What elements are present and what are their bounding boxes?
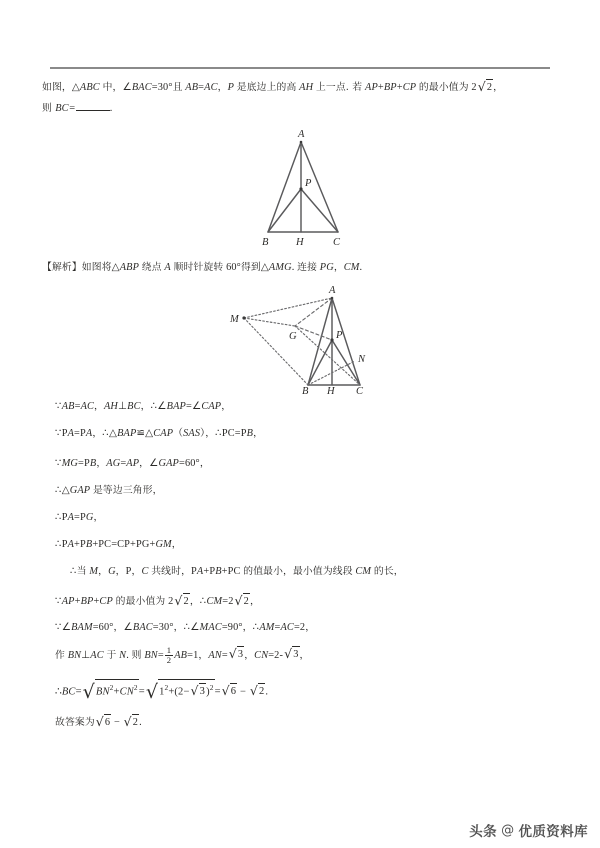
answer-blank[interactable] bbox=[76, 101, 110, 111]
figure2-label-A: A bbox=[329, 285, 336, 296]
question-line2-period: . bbox=[109, 103, 113, 114]
figure2-label-P: P bbox=[336, 330, 343, 341]
point-p-dot bbox=[299, 187, 302, 190]
figure1-label-H: H bbox=[296, 237, 304, 248]
point-a-dot-2 bbox=[331, 297, 334, 300]
figure2-label-M: M bbox=[230, 314, 239, 325]
proof-step-6: ∴PA+PB+PC=CP+PG+GM， bbox=[55, 538, 182, 550]
point-p-dot-2 bbox=[330, 338, 333, 341]
figure2-label-G: G bbox=[289, 331, 297, 342]
question-line2-var: BC= bbox=[55, 103, 76, 114]
figure2-label-B: B bbox=[302, 386, 309, 394]
proof-step-8: ∵AP+BP+CP 的最小值为 2√2，∴CM=2√2， bbox=[55, 592, 260, 608]
watermark-account: 优质资料库 bbox=[518, 824, 588, 840]
proof-step-1: ∵AB=AC，AH⊥BC，∴∠BAP=∠CAP， bbox=[55, 400, 232, 412]
proof-step-2: ∵PA=PA，∴△BAP≌△CAP（SAS），∴PC=PB， bbox=[55, 427, 264, 439]
proof-step-12: 故答案为√6 − √2. bbox=[55, 713, 142, 729]
figure2-label-H: H bbox=[327, 386, 335, 394]
solution-header: 【解析】如图将△ABP 绕点 A 顺时针旋转 60°得到△AMG. 连接 PG，CM. bbox=[42, 261, 363, 273]
question-line-2 bbox=[42, 101, 113, 116]
proof-step-3: ∵MG=PB，AG=AP，∠GAP=60°， bbox=[55, 457, 210, 469]
figure2-label-C: C bbox=[356, 386, 364, 394]
solution-label: 【解析】 bbox=[42, 262, 82, 273]
question-line2-prefix: 则 bbox=[42, 103, 56, 114]
figure1-label-P: P bbox=[305, 178, 312, 189]
proof-step-7: ∴当 M，G，P，C 共线时，PA+PB+PC 的值最小，最小值为线段 CM 的长， bbox=[70, 565, 404, 577]
proof-step-10: 作 BN⊥AC 于 N. 则 BN= $\frac{1}{2}$ AB=1，AN=√3，CN=2-√3， bbox=[55, 644, 310, 665]
watermark-source: 头条 bbox=[469, 824, 498, 840]
question-line-1: 如图，△ABC 中，∠BAC=30°且 AB=AC，P 是底边上的高 AH 上一点. 若 AP+BP+CP 的最小值为 2√2， bbox=[42, 78, 504, 94]
proof-step-11: $\therefore BC=√BN^2+CN^2=√1^2+(2-√3)^2=√6 - √2$. bbox=[55, 680, 269, 703]
proof-step-5: ∴PA=PG， bbox=[55, 511, 104, 523]
point-m-dot bbox=[242, 316, 245, 319]
proof-step-4: ∴△GAP 是等边三角形， bbox=[55, 484, 163, 496]
proof-step-9: ∵∠BAM=60°，∠BAC=30°，∴∠MAC=90°，∴AM=AC=2， bbox=[55, 621, 316, 633]
figure2-label-N: N bbox=[358, 354, 366, 365]
figure1-label-A: A bbox=[298, 129, 305, 140]
watermark-at: @ bbox=[501, 822, 515, 838]
point-a-dot bbox=[300, 141, 303, 144]
header-divider bbox=[50, 67, 550, 69]
figure-2 bbox=[216, 282, 388, 394]
figure1-label-C: C bbox=[333, 237, 341, 248]
figure1-label-B: B bbox=[262, 237, 269, 248]
watermark bbox=[469, 820, 588, 840]
figure-1 bbox=[252, 126, 364, 248]
